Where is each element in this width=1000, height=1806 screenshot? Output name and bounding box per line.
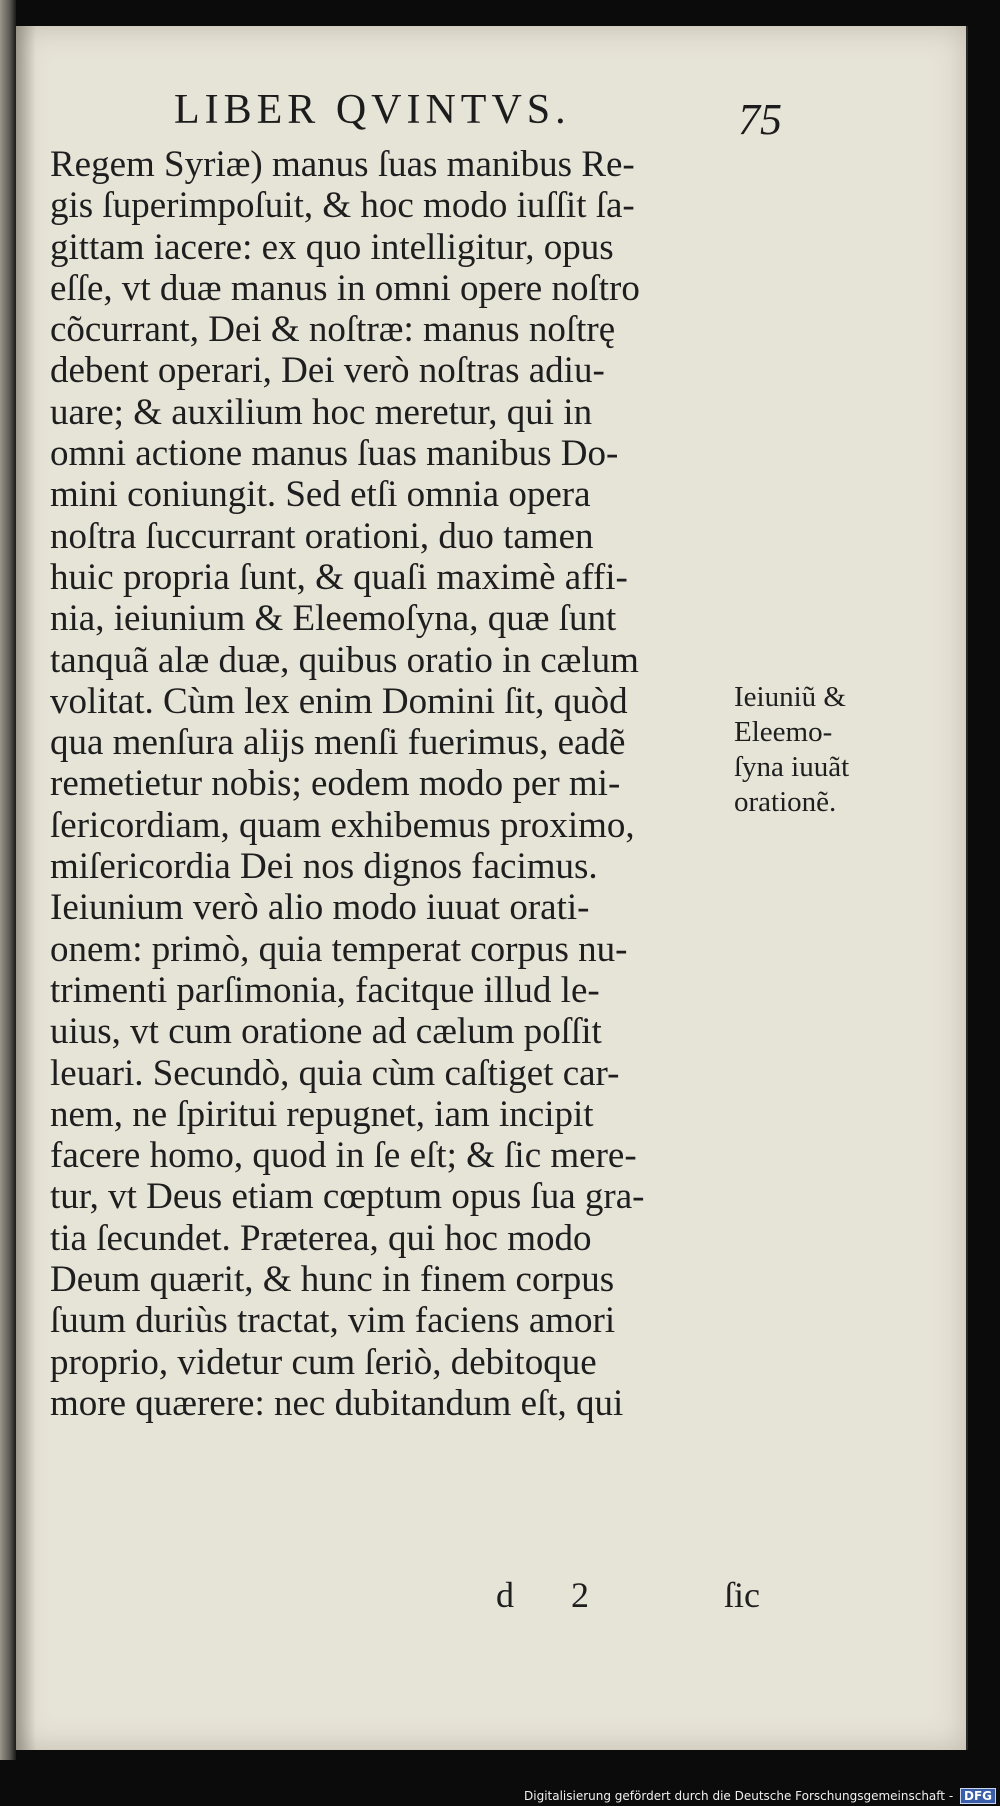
- text-line: gis ſuperimpoſuit, & hoc modo iuſſit ſa-: [50, 185, 635, 227]
- text-line: ſuum duriùs tractat, vim faciens amori: [50, 1300, 616, 1342]
- text-line: tur, vt Deus etiam cœptum opus ſua gra-: [50, 1176, 645, 1218]
- marginal-line: Eleemo-: [734, 716, 833, 748]
- signature-number: 2: [571, 1575, 589, 1615]
- text-line: uare; & auxilium hoc meretur, qui in: [50, 391, 593, 433]
- text-line: mini coniungit. Sed etſi omnia opera: [50, 474, 591, 516]
- text-line: debent operari, Dei verò noſtras adiu-: [50, 350, 605, 392]
- book-page: [16, 26, 968, 1750]
- text-line: eſſe, vt duæ manus in omni opere noſtro: [50, 267, 640, 309]
- text-line: miſericordia Dei nos dignos facimus.: [50, 846, 598, 888]
- text-line: omni actione manus ſuas manibus Do-: [50, 433, 619, 475]
- text-line: ſericordiam, quam exhibemus proximo,: [50, 804, 635, 846]
- text-line: gittam iacere: ex quo intelligitur, opus: [50, 226, 614, 268]
- page-number: 75: [738, 95, 782, 144]
- text-line: volitat. Cùm lex enim Domini ſit, quòd: [50, 680, 628, 722]
- text-line: facere homo, quod in ſe eſt; & ſic mere-: [50, 1135, 637, 1177]
- text-line: tia ſecundet. Præterea, qui hoc modo: [50, 1217, 592, 1259]
- catchword: ſic: [724, 1575, 760, 1615]
- marginal-line: ſyna iuuãt: [734, 751, 850, 783]
- text-line: noſtra ſuccurrant orationi, duo tamen: [50, 515, 594, 557]
- marginal-line: Ieiuniũ &: [734, 681, 846, 713]
- book-edge: [0, 0, 16, 1760]
- text-line: Deum quærit, & hunc in finem corpus: [50, 1259, 615, 1301]
- text-line: tanquã alæ duæ, quibus oratio in cælum: [50, 639, 639, 681]
- text-line: trimenti parſimonia, facitque illud le-: [50, 969, 600, 1011]
- marginal-note: [734, 680, 934, 820]
- digitization-credit: [524, 1788, 996, 1804]
- text-line: huic propria ſunt, & quaſi maximè affi-: [50, 556, 628, 598]
- text-line: qua menſura alijs menſi fuerimus, eadẽ: [50, 722, 626, 764]
- text-line: uius, vt cum oratione ad cælum poſſit: [50, 1011, 602, 1053]
- dfg-logo: DFG: [960, 1788, 996, 1804]
- text-line: Ieiunium verò alio modo iuuat orati-: [50, 887, 590, 929]
- text-line: onem: primò, quia temperat corpus nu-: [50, 928, 628, 970]
- signature-mark: d: [496, 1575, 514, 1615]
- marginal-line: orationẽ.: [734, 786, 837, 818]
- text-line: remetietur nobis; eodem modo per mi-: [50, 763, 621, 805]
- body-text: [50, 144, 750, 1424]
- text-line: nem, ne ſpiritui repugnet, iam incipit: [50, 1093, 594, 1135]
- running-title: LIBER QVINTVS.: [174, 87, 571, 133]
- text-line: cõcurrant, Dei & noſtræ: manus noſtrę: [50, 309, 616, 351]
- text-line: proprio, videtur cum ſeriò, debitoque: [50, 1341, 597, 1383]
- text-line: Regem Syriæ) manus ſuas manibus Re-: [50, 144, 635, 185]
- text-line: more quærere: nec dubitandum eſt, qui: [50, 1382, 624, 1424]
- signature-line: [496, 1574, 760, 1616]
- text-line: nia, ieiunium & Eleemoſyna, quæ ſunt: [50, 598, 617, 640]
- credit-text: Digitalisierung gefördert durch die Deutsche Forschungsgemeinschaft -: [524, 1789, 954, 1803]
- text-line: leuari. Secundò, quia cùm caſtiget car-: [50, 1052, 620, 1094]
